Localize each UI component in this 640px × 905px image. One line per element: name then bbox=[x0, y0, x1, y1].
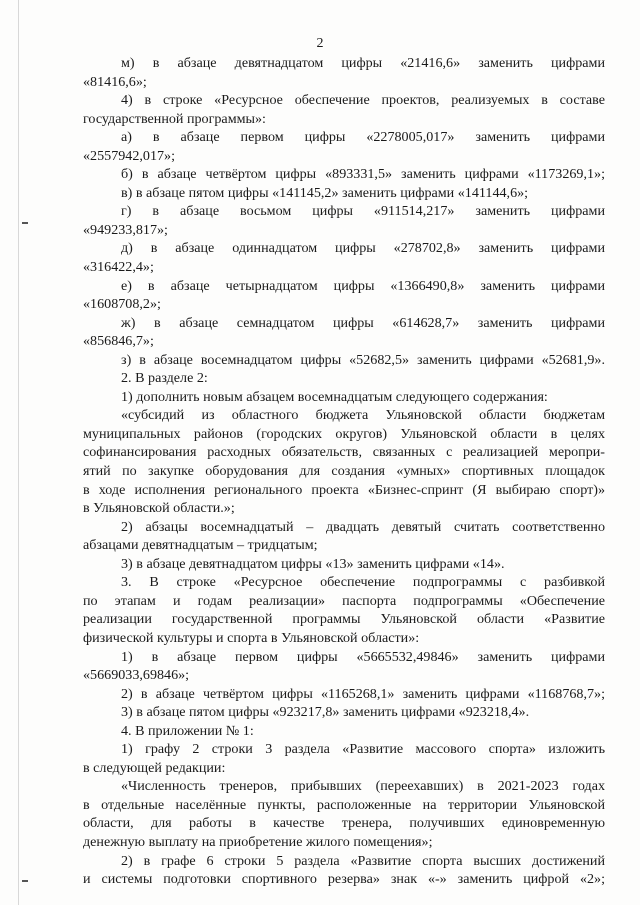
text-line: области, для работы в качестве тренера, получивших единовременную bbox=[83, 815, 605, 832]
text-line: 4) в строке «Ресурсное обеспечение проектов, реализуемых в составе bbox=[121, 92, 605, 109]
text-line: 4. В приложении № 1: bbox=[121, 722, 254, 739]
text-line: «856846,7»; bbox=[83, 333, 154, 350]
text-line: ятий по закупке оборудования для создания «умных» спортивных площадок bbox=[83, 463, 605, 480]
text-line: м) в абзаце девятнадцатом цифры «21416,6» заменить цифрами bbox=[121, 55, 605, 71]
text-line: софинансирования расходных обязательств, связанных с реализацией меропри- bbox=[83, 444, 605, 461]
scan-mark bbox=[22, 880, 28, 882]
text-line: в следующей редакции: bbox=[83, 759, 226, 776]
text-line: 2) абзацы восемнадцатый – двадцать девятый считать соответственно bbox=[121, 518, 605, 535]
document-body bbox=[83, 54, 605, 889]
text-line: 1) дополнить новым абзацем восемнадцатым следующего содержания: bbox=[121, 388, 548, 405]
text-line: «2557942,017»; bbox=[83, 147, 176, 164]
text-line: ж) в абзаце семнадцатом цифры «614628,7» заменить цифрами bbox=[121, 314, 605, 331]
text-line: в отдельные населённые пункты, расположенные на территории Ульяновской bbox=[83, 796, 605, 813]
text-line: государственной программы»: bbox=[83, 110, 266, 127]
text-line: физической культуры и спорта в Ульяновской области»: bbox=[83, 629, 420, 646]
text-line: и системы подготовки спортивного резерва» знак «-» заменить цифрой «2»; bbox=[83, 871, 605, 888]
text-line: г) в абзаце восьмом цифры «911514,217» заменить цифрами bbox=[121, 203, 605, 220]
text-line: д) в абзаце одиннадцатом цифры «278702,8» заменить цифрами bbox=[121, 240, 605, 257]
text-line: «81416,6»; bbox=[83, 73, 147, 90]
text-line: в) в абзаце пятом цифры «141145,2» заменить цифрами «141144,6»; bbox=[121, 184, 529, 201]
page-number: 2 bbox=[316, 36, 324, 51]
text-line: е) в абзаце четырнадцатом цифры «1366490,8» заменить цифрами bbox=[121, 277, 605, 294]
scan-mark bbox=[22, 222, 28, 224]
text-line: б) в абзаце четвёртом цифры «893331,5» заменить цифрами «1173269,1»; bbox=[121, 166, 605, 183]
text-line: по этапам и годам реализации» паспорта подпрограммы «Обеспечение bbox=[83, 592, 605, 609]
text-line: «316422,4»; bbox=[83, 259, 154, 276]
text-line: 1) графу 2 строки 3 раздела «Развитие массового спорта» изложить bbox=[121, 741, 605, 758]
text-line: «949233,817»; bbox=[83, 221, 168, 238]
text-line: в Ульяновской области.»; bbox=[83, 500, 235, 517]
text-line: 1) в абзаце первом цифры «5665532,49846» заменить цифрами bbox=[121, 648, 605, 665]
text-line: «5669033,69846»; bbox=[83, 667, 190, 684]
text-line: муниципальных районов (городских округов) Ульяновской области в целях bbox=[83, 425, 605, 442]
text-line: 2) в графе 6 строки 5 раздела «Развитие спорта высших достижений bbox=[121, 852, 605, 869]
text-line: «субсидий из областного бюджета Ульяновской области бюджетам bbox=[121, 407, 605, 424]
text-line: «1608708,2»; bbox=[83, 296, 161, 313]
text-line: денежную выплату на приобретение жилого помещения»; bbox=[83, 833, 433, 850]
text-line: а) в абзаце первом цифры «2278005,017» заменить цифрами bbox=[121, 129, 605, 146]
text-line: 3) в абзаце пятом цифры «923217,8» заменить цифрами «923218,4». bbox=[121, 704, 530, 721]
text-line: 3. В строке «Ресурсное обеспечение подпрограммы с разбивкой bbox=[121, 574, 605, 591]
text-line: з) в абзаце восемнадцатом цифры «52682,5» заменить цифрами «52681,9». bbox=[121, 351, 605, 368]
text-line: абзацами девятнадцатым – тридцатым; bbox=[83, 537, 318, 554]
text-line: «Численность тренеров, прибывших (переехавших) в 2021-2023 годах bbox=[121, 778, 605, 795]
text-line: реализации государственной программы Ульяновской области «Развитие bbox=[83, 611, 605, 628]
scan-edge bbox=[18, 0, 19, 905]
text-line: 2. В разделе 2: bbox=[121, 370, 208, 387]
text-line: 3) в абзаце девятнадцатом цифры «13» заменить цифрами «14». bbox=[121, 555, 505, 572]
text-line: 2) в абзаце четвёртом цифры «1165268,1» заменить цифрами «1168768,7»; bbox=[121, 685, 605, 702]
text-line: в ходе исполнения регионального проекта «Бизнес-спринт (Я выбираю спорт)» bbox=[83, 481, 605, 498]
